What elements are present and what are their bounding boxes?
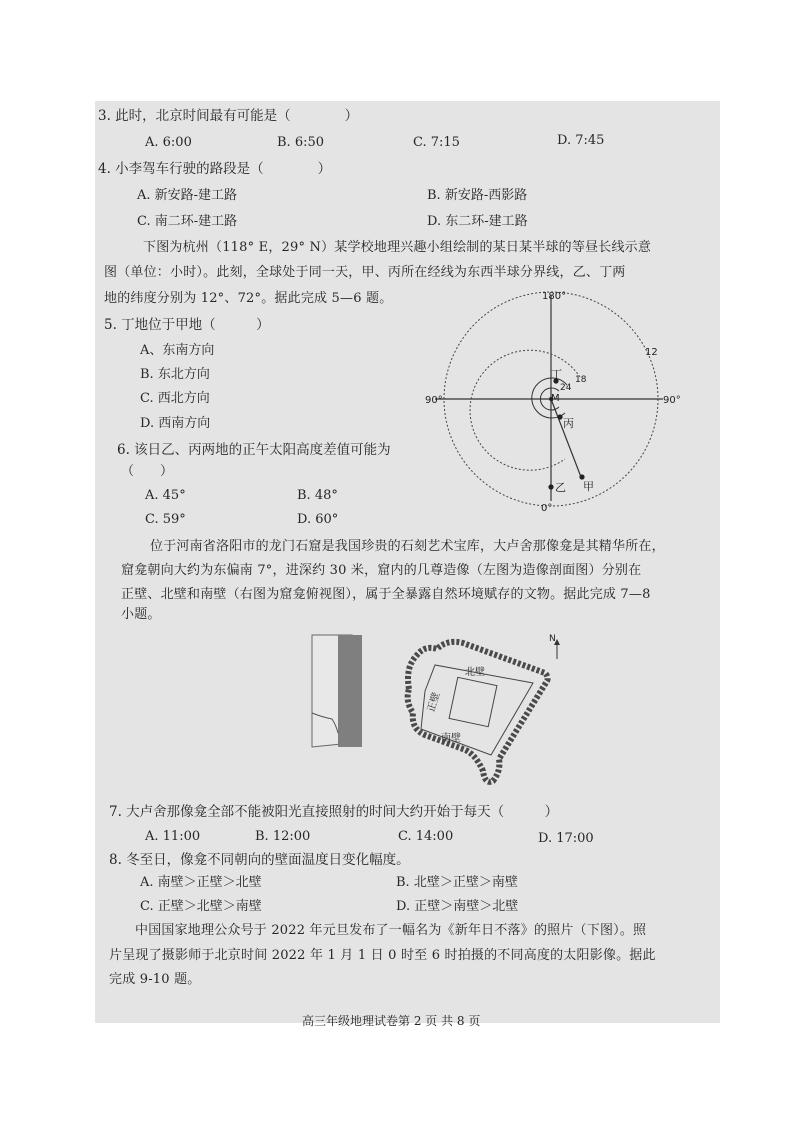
q4-option-d: D. 东二环-建工路	[427, 214, 528, 229]
q5-option-c: C. 西北方向	[140, 391, 210, 406]
q6-option-c: C. 59°	[145, 512, 186, 527]
isoline-12	[470, 350, 580, 470]
intro-7-8-line-3: 正壁、北壁和南壁（右图为窟龛俯视图），属于全暴露自然环境赋存的文物。据此完成 7—8	[121, 587, 651, 602]
intro-5-6-line-2: 图（单位：小时）。此刻，全球处于同一天，甲、丙所在经线为东西半球分界线，乙、丁两	[104, 265, 626, 280]
q7-option-d: D. 17:00	[538, 831, 594, 846]
q4-option-b: B. 新安路-西影路	[427, 188, 528, 203]
label-jia: 甲	[583, 480, 594, 493]
q8-option-d: D. 正壁＞南壁＞北壁	[396, 899, 519, 914]
intro-7-8-line-4: 小题。	[121, 607, 161, 622]
cave-plan-platform	[449, 677, 497, 726]
label-12: 12	[645, 347, 658, 358]
exam-page	[95, 101, 720, 1028]
q3-option-b: B. 6:50	[277, 135, 325, 150]
q7-stem: 7. 大卢舍那像龛全部不能被阳光直接照射的时间大约开始于每天（ ）	[109, 804, 559, 820]
intro-9-10-line-2: 片呈现了摄影师于北京时间 2022 年 1 月 1 日 0 时至 6 时拍摄的不同高度的太阳影像。据此	[109, 948, 656, 963]
label-180: 180°	[542, 291, 567, 302]
q3-option-c: C. 7:15	[413, 135, 460, 150]
label-north-wall: 北壁	[465, 667, 485, 678]
q3-option-d: D. 7:45	[557, 133, 605, 148]
point-yi	[548, 484, 553, 489]
label-south-wall: 南壁	[441, 733, 461, 744]
label-front-wall: 正壁	[425, 691, 443, 714]
cave-section-figure	[312, 633, 370, 750]
q4-option-c: C. 南二环-建工路	[137, 214, 238, 229]
q7-option-a: A. 11:00	[145, 829, 201, 844]
intro-7-8-line-1: 位于河南省洛阳市的龙门石窟是我国珍贵的石刻艺术宝库，大卢舍那像龛是其精华所在，	[150, 539, 665, 554]
q7-option-c: C. 14:00	[398, 829, 454, 844]
q6-option-a: A. 45°	[145, 488, 186, 503]
page-footer: 高三年级地理试卷第 2 页 共 8 页	[302, 1014, 481, 1028]
daylength-figure	[425, 287, 681, 514]
intro-7-8-line-2: 窟龛朝向大约为东偏南 7°，进深约 30 米，窟内的几尊造像（左图为造像剖面图）分别在	[121, 563, 642, 578]
q5-option-a: A、东南方向	[140, 343, 215, 358]
label-ding: 丁	[551, 368, 562, 381]
q6-stem: 6. 该日乙、丙两地的正午太阳高度差值可能为	[117, 442, 391, 458]
q5-option-b: B. 东北方向	[140, 367, 210, 382]
label-90-left: 90°	[425, 395, 443, 406]
intro-5-6-line-1: 下图为杭州（118° E，29° N）某学校地理兴趣小组绘制的某日某半球的等昼长线示意	[143, 240, 652, 255]
label-bing: 丙	[563, 417, 574, 430]
q5-option-d: D. 西南方向	[140, 416, 211, 431]
q3-stem: 3. 此时，北京时间最有可能是（ ）	[98, 108, 359, 124]
label-M: M	[551, 393, 560, 404]
q8-option-b: B. 北壁＞正壁＞南壁	[396, 875, 518, 890]
intro-9-10-line-1: 中国国家地理公众号于 2022 年元旦发布了一幅名为《新年日不落》的照片（下图）。照	[135, 923, 647, 938]
intro-9-10-line-3: 完成 9-10 题。	[109, 972, 201, 987]
label-yi: 乙	[555, 481, 566, 494]
point-jia	[579, 474, 584, 479]
label-90-right: 90°	[663, 395, 681, 406]
q3-option-a: A. 6:00	[145, 135, 192, 150]
intro-5-6-line-3: 地的纬度分别为 12°、72°。据此完成 5—6 题。	[104, 291, 393, 306]
cave-section-statue	[338, 635, 362, 747]
label-0: 0°	[541, 503, 553, 514]
q4-stem: 4. 小李驾车行驶的路段是（ ）	[98, 161, 332, 177]
label-24: 24	[560, 383, 572, 393]
q6-paren: （ ）	[121, 464, 174, 479]
cave-plan-figure	[395, 631, 575, 786]
label-N: N	[549, 634, 556, 644]
point-bing	[557, 414, 562, 419]
q8-option-c: C. 正壁＞北壁＞南壁	[140, 899, 262, 914]
meridian-jia-line	[551, 399, 581, 477]
q7-option-b: B. 12:00	[255, 829, 311, 844]
q6-option-d: D. 60°	[297, 512, 339, 527]
label-18: 18	[575, 375, 587, 385]
q5-stem: 5. 丁地位于甲地（ ）	[104, 317, 270, 333]
q8-stem: 8. 冬至日，像龛不同朝向的壁面温度日变化幅度。	[109, 852, 410, 868]
q4-option-a: A. 新安路-建工路	[137, 188, 238, 203]
q6-option-b: B. 48°	[297, 488, 338, 503]
q8-option-a: A. 南壁＞正壁＞北壁	[140, 875, 262, 890]
